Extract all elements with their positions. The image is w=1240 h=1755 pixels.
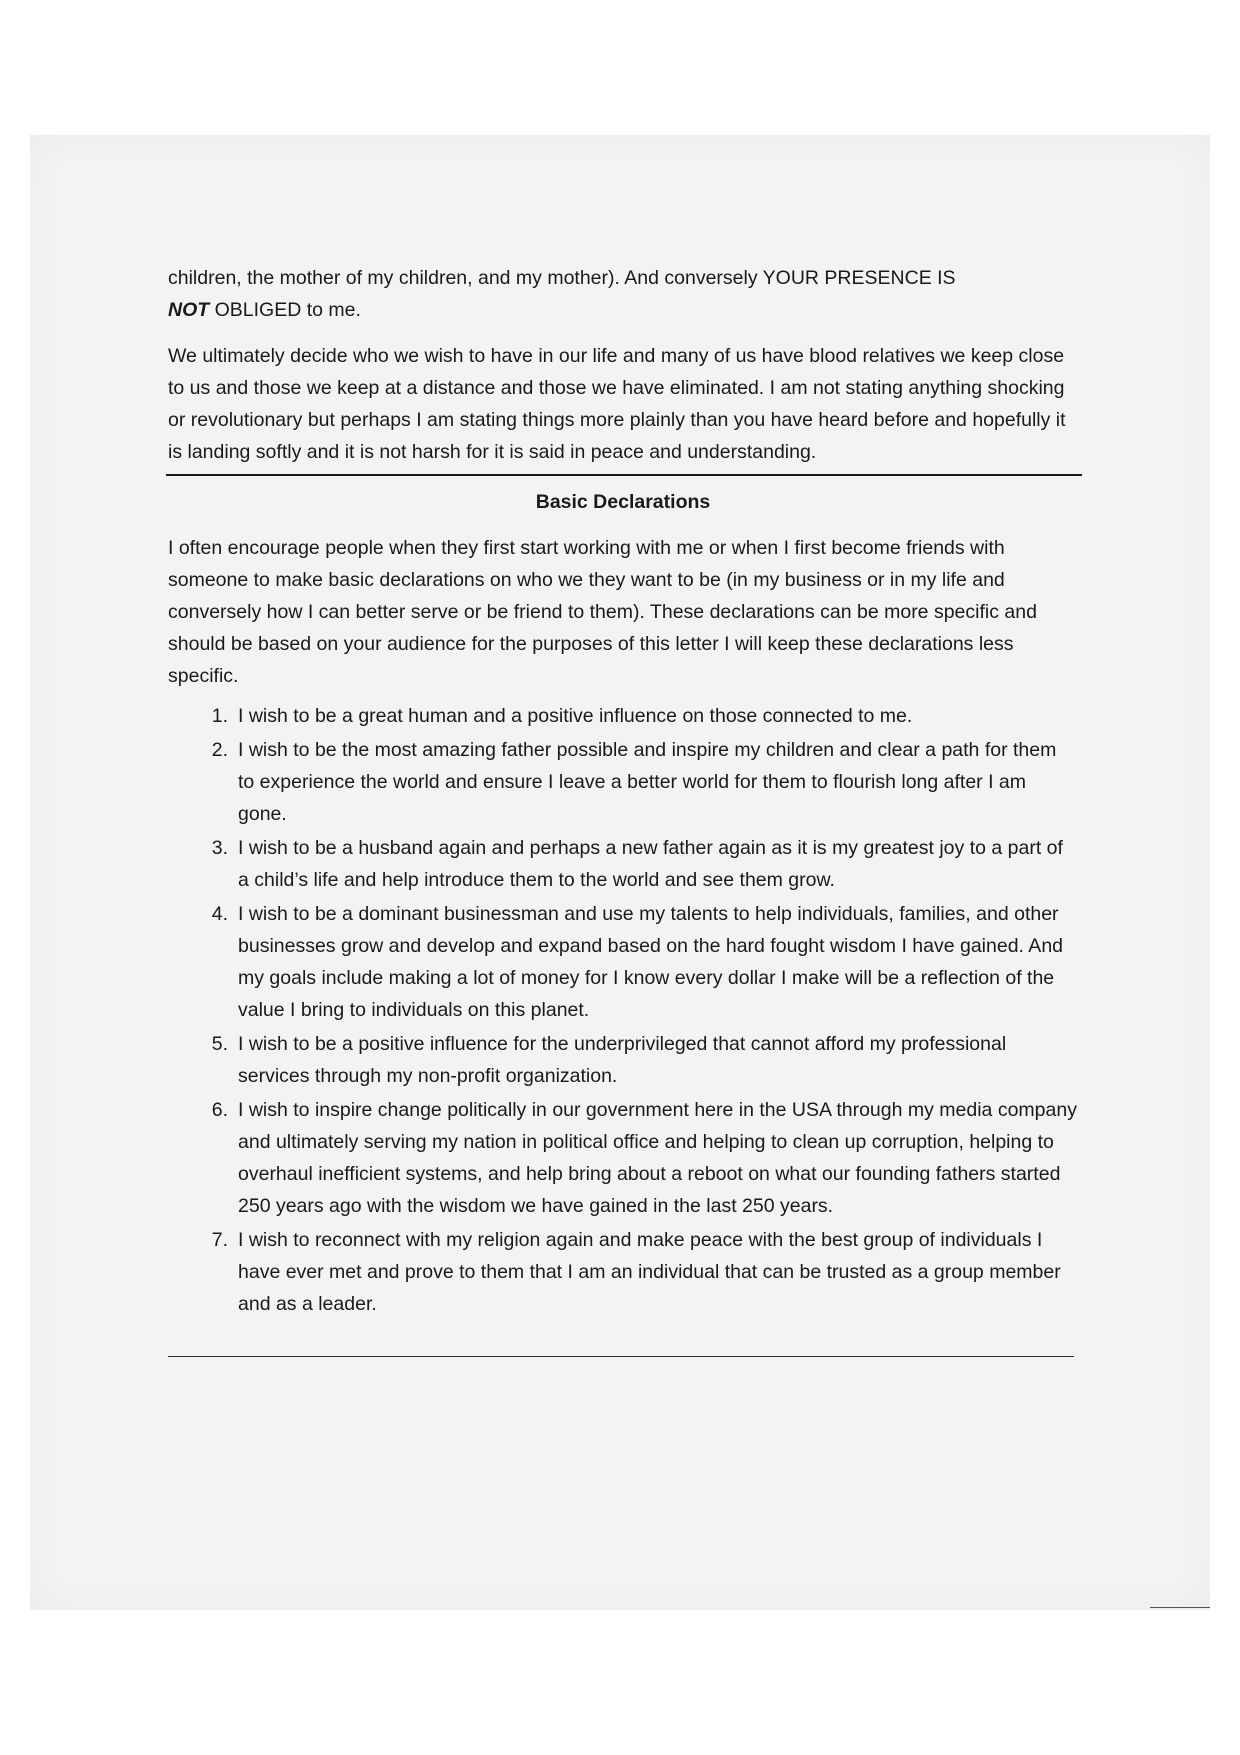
list-item-number: 2. [211,739,228,761]
list-item [168,1094,1078,1222]
intro-paragraph-1 [168,262,1078,326]
list-item-number: 7. [211,1229,228,1251]
list-item [168,832,1078,896]
list-item-text: I wish to be a dominant businessman and use my talents to help individuals, families, and other businesses grow and develop and expand based on the hard fought wisdom I have gained. And my goals include making a lot of money for I know every dollar I make will be a reflection of the value I bring to individuals on this planet. [238,903,1064,1021]
intro-paragraph-2: We ultimately decide who we wish to have in our life and many of us have blood relatives we keep close to us and those we keep at a distance and those we have eliminated. I am not stating anything shocking or revolutionary but perhaps I am stating things more plainly than you have heard before and hopefully it is landing softly and it is not harsh for it is said in peace and understanding. [168,345,1066,463]
section-heading: Basic Declarations [535,491,711,513]
list-item [168,898,1078,1026]
list-item [168,734,1078,830]
list-item-text: I wish to be the most amazing father possible and inspire my children and clear a path for them to experience the world and ensure I leave a better world for them to flourish long after I am gone. [238,739,1057,825]
document-body [168,262,1078,1357]
list-item [168,700,1078,732]
list-item-text: I wish to be a great human and a positive influence on those connected to me. [238,705,913,727]
section-intro-paragraph: I often encourage people when they first start working with me or when I first become friends with someone to make basic declarations on who we they want to be (in my business or in my life and conversely how I can better serve or be friend to them). These declarations can be more specific and should be based on your audience for the purposes of this letter I will keep these declarations less specific. [168,537,1037,687]
list-item-number: 1. [211,705,228,727]
list-item-number: 6. [211,1099,228,1121]
list-item-number: 4. [211,903,228,925]
intro-paragraph-1-tail: OBLIGED to me. [209,299,361,321]
scan-edge-line [1150,1607,1210,1608]
bottom-divider [168,1356,1074,1357]
list-item-number: 5. [211,1033,228,1055]
intro-paragraph-1-text: children, the mother of my children, and my mother). And conversely YOUR PRESENCE IS [168,267,956,289]
declarations-list [168,700,1078,1320]
list-item-number: 3. [211,837,228,859]
list-item-text: I wish to be a positive influence for the underprivileged that cannot afford my professional services through my non-profit organization. [238,1033,1007,1087]
list-item [168,1224,1078,1320]
list-item-text: I wish to be a husband again and perhaps a new father again as it is my greatest joy to a part of a child’s life and help introduce them to the world and see them grow. [238,837,1063,891]
section-divider [166,474,1082,476]
list-item-text: I wish to inspire change politically in our government here in the USA through my media company and ultimately serving my nation in political office and helping to clean up corruption, helping to overhaul inefficient systems, and help bring about a reboot on what our founding fathers started 250 years ago with the wisdom we have gained in the last 250 years. [238,1099,1077,1217]
list-item-text: I wish to reconnect with my religion again and make peace with the best group of individuals I have ever met and prove to them that I am an individual that can be trusted as a group member and as a leader. [238,1229,1061,1315]
emphasis-not: NOT [168,299,210,321]
list-item [168,1028,1078,1092]
